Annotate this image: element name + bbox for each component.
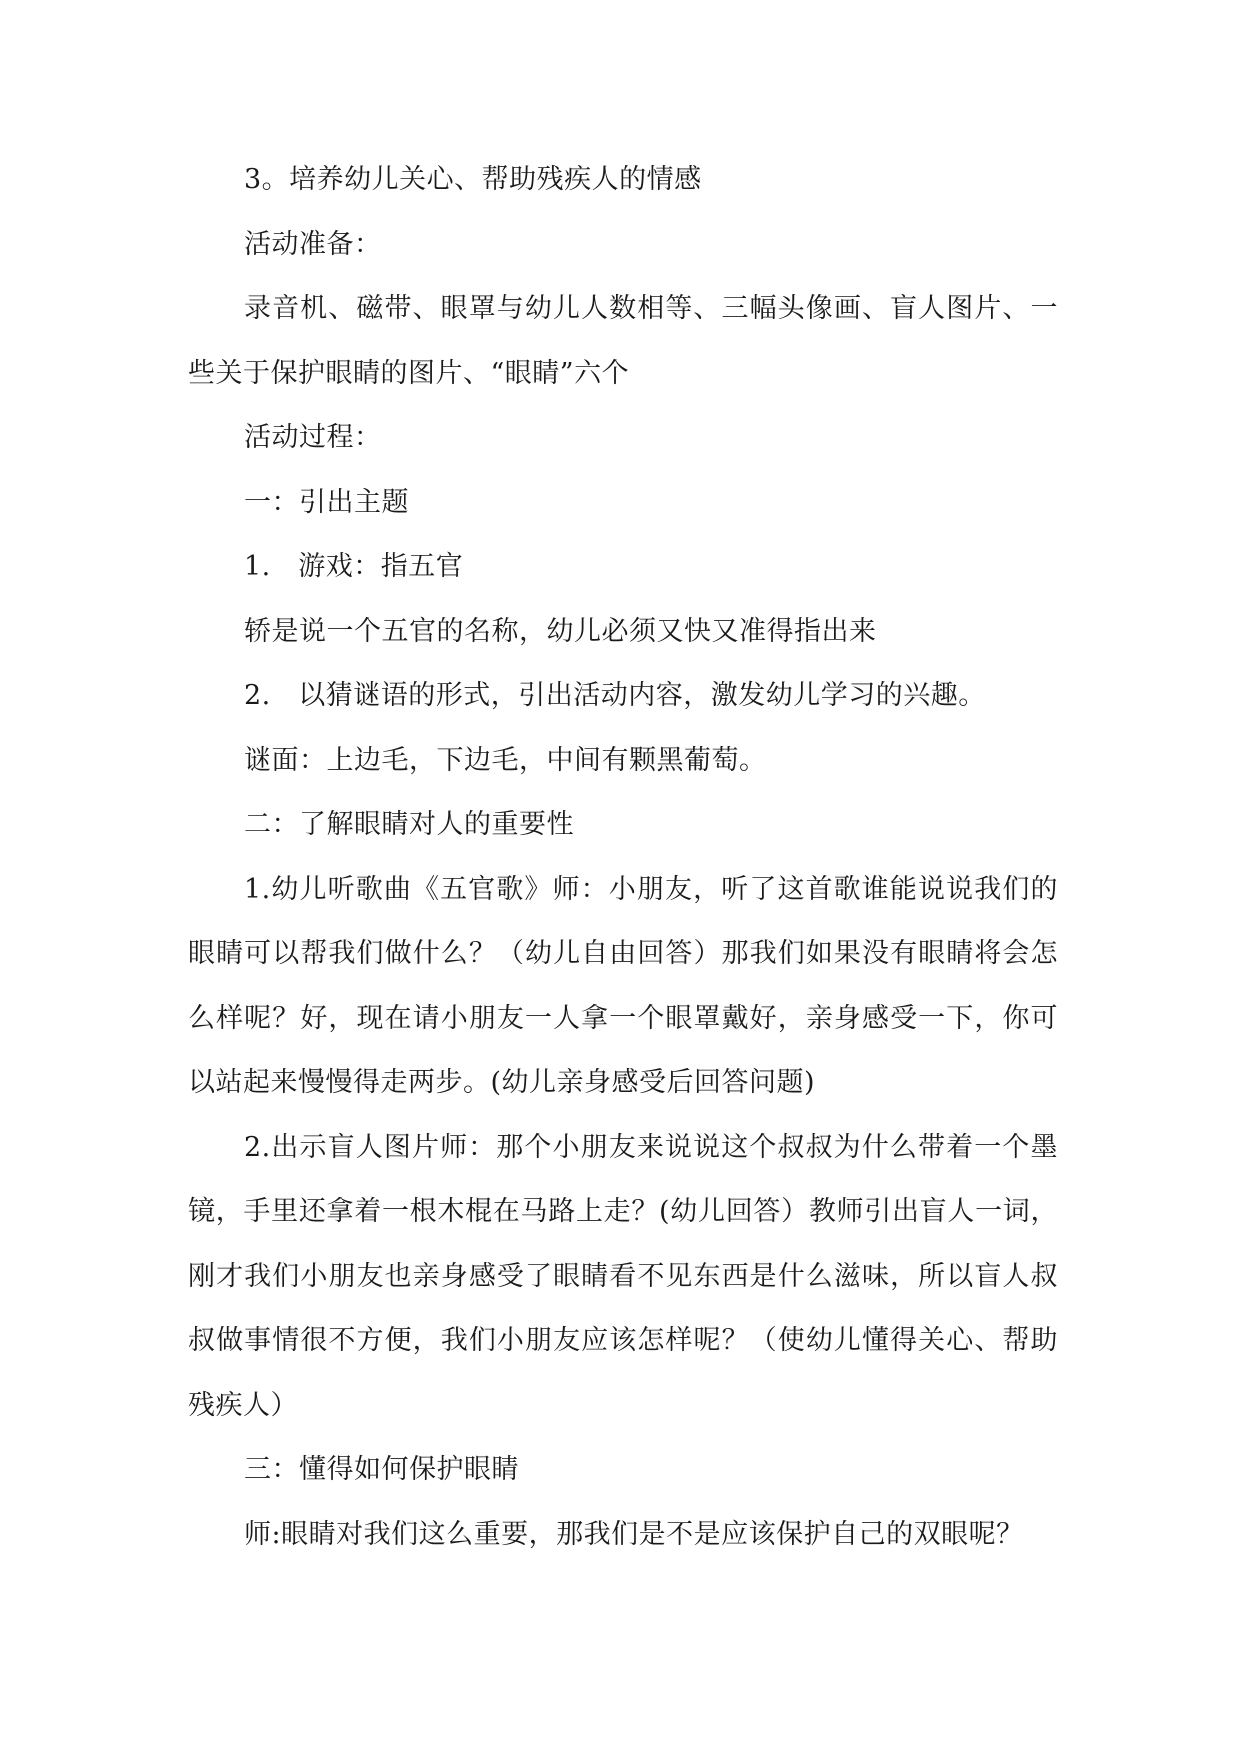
section-1-heading: 一：引出主题	[244, 486, 409, 518]
step-2-1: 1.幼儿听歌曲《五官歌》师：小朋友，听了这首歌谁能说说我们的眼睛可以帮我们做什么？（幼儿自由回答）那我们如果没有眼睛将会怎么样呢？好，现在请小朋友一人拿一个眼罩戴好，亲身感受一下，你可以站起来慢慢得走两步。(幼儿亲身感受后回答问题)	[188, 873, 1058, 1098]
step-2-2: 2.出示盲人图片师：那个小朋友来说说这个叔叔为什么带着一个墨镜，手里还拿着一根木棍在马路上走？(幼儿回答）教师引出盲人一词，刚才我们小朋友也亲身感受了眼睛看不见东西是什么滋味，所以盲人叔叔做事情很不方便，我们小朋友应该怎样呢？（使幼儿懂得关心、帮助残疾人）	[188, 1131, 1058, 1421]
preparation-heading: 活动准备：	[244, 228, 382, 260]
step-1-1: 1. 游戏：指五官	[244, 551, 464, 582]
objective-3: 3。培养幼儿关心、帮助残疾人的情感	[244, 164, 702, 195]
step-1-2: 2. 以猜谜语的形式，引出活动内容，激发幼儿学习的兴趣。	[244, 680, 986, 711]
section-3-text: 师:眼睛对我们这么重要，那我们是不是应该保护自己的双眼呢？	[244, 1518, 1024, 1550]
document-body	[188, 148, 1058, 1567]
section-3-heading: 三：懂得如何保护眼睛	[244, 1454, 519, 1485]
preparation-materials: 录音机、磁带、眼罩与幼儿人数相等、三幅头像画、盲人图片、一些关于保护眼睛的图片、“眼睛”六个	[188, 293, 1058, 389]
riddle: 谜面：上边毛，下边毛，中间有颗黑葡萄。	[244, 744, 767, 776]
section-2-heading: 二：了解眼睛对人的重要性	[244, 809, 574, 840]
step-1-1-detail: 轿是说一个五官的名称，幼儿必须又快又准得指出来	[244, 615, 877, 647]
process-heading: 活动过程：	[244, 422, 382, 453]
